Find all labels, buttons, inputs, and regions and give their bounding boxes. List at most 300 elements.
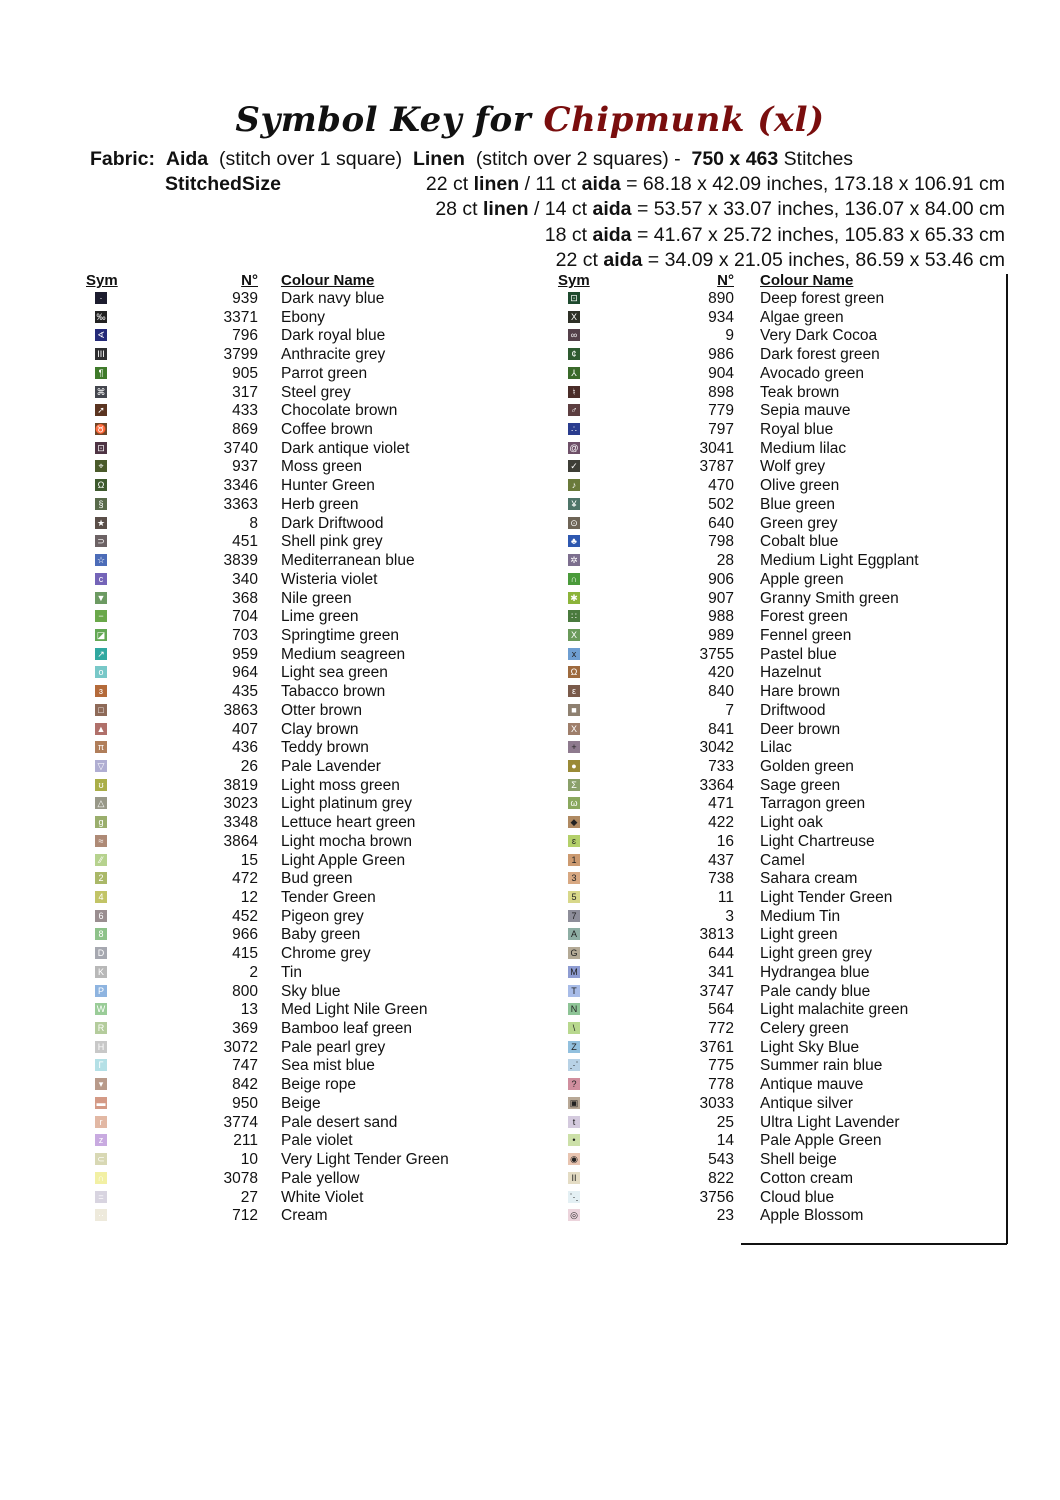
table-row xyxy=(86,384,506,403)
table-row xyxy=(86,309,506,328)
symbol-swatch-icon: ♉ xyxy=(95,424,107,435)
symbol-swatch-icon: 6 xyxy=(95,910,107,922)
table-row xyxy=(86,571,506,590)
symbol-swatch-icon: ✓ xyxy=(568,460,580,472)
symbol-swatch-icon: ✱ xyxy=(568,592,580,604)
colour-name: Deep forest green xyxy=(760,290,885,307)
symbol-swatch-icon: △ xyxy=(95,797,107,809)
symbol-swatch-icon: • xyxy=(568,1134,580,1146)
symbol-swatch-icon: Z xyxy=(568,1041,580,1053)
dmc-number: 3819 xyxy=(223,776,258,794)
stitched-size-line xyxy=(545,223,1005,247)
colour-name: Sea mist blue xyxy=(281,1057,375,1075)
colour-name: Parrot green xyxy=(281,364,368,382)
dmc-number: 988 xyxy=(708,608,734,626)
colour-name: Light Chartreuse xyxy=(760,832,875,850)
table-row xyxy=(558,421,1008,440)
colour-name: Light moss green xyxy=(281,776,400,794)
colour-name: Olive green xyxy=(760,477,840,495)
symbol-swatch-icon: □ xyxy=(95,704,107,716)
dmc-number: 7 xyxy=(725,701,734,719)
table-row xyxy=(86,777,506,796)
colour-name: Light mocha brown xyxy=(281,832,412,850)
dimensions: = 34.09 x 21.05 inches, 86.59 x 53.46 cm xyxy=(647,249,1005,271)
dmc-number: 907 xyxy=(708,589,734,607)
colour-name: Hydrangea blue xyxy=(760,963,870,981)
symbol-swatch-icon: ▬ xyxy=(96,1097,106,1108)
symbol-swatch-icon: ⌘ xyxy=(96,386,106,397)
table-border-right xyxy=(1006,274,1008,1244)
colour-name: Driftwood xyxy=(760,701,826,719)
table-row xyxy=(558,964,1008,983)
dmc-number: 368 xyxy=(232,589,258,607)
symbol-swatch-icon: ♪ xyxy=(568,479,580,491)
colour-name: Summer rain blue xyxy=(760,1057,883,1075)
stitched-size-line xyxy=(556,248,1005,272)
symbol-swatch-icon: ♣ xyxy=(568,535,580,547)
dmc-number: 779 xyxy=(708,402,734,420)
dmc-number: 407 xyxy=(232,720,258,738)
dmc-number: 3761 xyxy=(699,1038,734,1056)
colour-name: Ultra Light Lavender xyxy=(760,1113,900,1131)
table-row xyxy=(86,721,506,740)
dmc-number: 964 xyxy=(232,664,258,682)
dmc-number: 28 xyxy=(716,552,734,570)
dmc-number: 437 xyxy=(708,851,734,869)
fabric-type: aida xyxy=(592,224,632,246)
dmc-number: 890 xyxy=(708,290,734,307)
dmc-number: 470 xyxy=(708,477,734,495)
table-row xyxy=(86,739,506,758)
table-row xyxy=(558,1057,1008,1076)
colour-name: Sahara cream xyxy=(760,870,858,888)
symbol-swatch-icon: ◆ xyxy=(568,816,580,828)
symbol-swatch-icon: ⅄ xyxy=(568,367,580,379)
symbol-swatch-icon: − xyxy=(95,610,107,622)
colour-name: Light Apple Green xyxy=(281,851,406,869)
dmc-number: 8 xyxy=(249,514,258,532)
table-row xyxy=(86,945,506,964)
dmc-number: 966 xyxy=(232,926,258,944)
dmc-number: 712 xyxy=(232,1207,258,1225)
table-row xyxy=(558,1076,1008,1095)
fabric-type: aida xyxy=(581,173,621,195)
colour-name: Steel grey xyxy=(281,383,351,401)
symbol-swatch-icon: g xyxy=(95,816,107,828)
colour-name: Lilac xyxy=(760,739,792,757)
symbol-swatch-icon: ⌖ xyxy=(95,460,107,472)
dmc-number: 3023 xyxy=(223,795,258,813)
colour-name: Chrome grey xyxy=(281,945,371,963)
dmc-number: 989 xyxy=(708,626,734,644)
dmc-number: 704 xyxy=(232,608,258,626)
colour-name: Green grey xyxy=(760,514,838,532)
table-row xyxy=(558,1020,1008,1039)
table-row xyxy=(558,795,1008,814)
symbol-swatch-icon: § xyxy=(95,498,107,510)
colour-name: Light Tender Green xyxy=(760,889,893,906)
dmc-number: 747 xyxy=(232,1057,258,1075)
symbol-swatch-icon: H xyxy=(95,1041,107,1053)
table-row xyxy=(558,758,1008,777)
dmc-number: 950 xyxy=(232,1094,258,1112)
fabric-aida: Aida xyxy=(165,148,209,170)
colour-name: Light green xyxy=(760,926,838,944)
dmc-number: 3863 xyxy=(223,701,258,719)
colour-name: Light platinum grey xyxy=(281,795,412,813)
table-row xyxy=(86,983,506,1002)
table-row xyxy=(558,533,1008,552)
symbol-swatch-icon: ⊂ xyxy=(95,1153,107,1165)
table-row xyxy=(558,1001,1008,1020)
colour-name: Chocolate brown xyxy=(281,402,398,420)
symbol-swatch-icon: 2 xyxy=(95,872,107,884)
table-row xyxy=(558,777,1008,796)
dmc-number: 3 xyxy=(725,907,734,925)
symbol-swatch-icon: ➚ xyxy=(95,404,107,416)
table-row xyxy=(558,440,1008,459)
table-border-bottom xyxy=(741,1243,1007,1245)
table-row xyxy=(558,365,1008,384)
dmc-number: 369 xyxy=(232,1020,258,1038)
colour-name: Dark royal blue xyxy=(281,327,386,345)
symbol-swatch-icon: c xyxy=(95,573,107,585)
dmc-number: 12 xyxy=(240,889,258,906)
dmc-number: 778 xyxy=(708,1076,734,1094)
symbol-swatch-icon: A xyxy=(568,928,580,940)
dmc-number: 340 xyxy=(232,570,258,588)
colour-name: Springtime green xyxy=(281,626,400,644)
dmc-number: 436 xyxy=(232,739,258,757)
colour-name: Very Dark Cocoa xyxy=(760,327,878,345)
symbol-swatch-icon: N xyxy=(568,1003,580,1015)
symbol-swatch-icon: ∷ xyxy=(568,610,580,622)
table-row xyxy=(558,1207,1008,1226)
colour-name: Pale desert sand xyxy=(281,1113,398,1131)
symbol-swatch-icon: ∴ xyxy=(568,423,580,435)
colour-name: Medium seagreen xyxy=(281,645,406,663)
symbol-swatch-icon: ▲ xyxy=(96,723,106,734)
colour-name: Nile green xyxy=(281,589,352,607)
symbol-swatch-icon: W xyxy=(96,1004,106,1015)
dmc-number: 415 xyxy=(232,945,258,963)
table-row xyxy=(86,683,506,702)
table-row xyxy=(86,758,506,777)
table-row xyxy=(86,1207,506,1226)
dimensions: = 41.67 x 25.72 inches, 105.83 x 65.33 cm xyxy=(631,224,1005,246)
table-row xyxy=(558,870,1008,889)
table-row xyxy=(86,1057,506,1076)
table-row xyxy=(86,870,506,889)
colour-name: Cotton cream xyxy=(760,1169,854,1187)
symbol-swatch-icon: X xyxy=(568,629,580,641)
colour-name: Pigeon grey xyxy=(281,907,364,925)
table-row xyxy=(86,552,506,571)
symbol-swatch-icon: ★ xyxy=(96,517,106,528)
symbol-swatch-icon: ☆ xyxy=(96,555,106,566)
table-row xyxy=(86,290,506,309)
colour-name: Bamboo leaf green xyxy=(281,1020,412,1038)
table-header xyxy=(86,272,506,290)
symbol-swatch-icon: ε xyxy=(568,685,580,697)
table-row xyxy=(558,1114,1008,1133)
table-row xyxy=(86,1114,506,1133)
table-row xyxy=(558,1095,1008,1114)
colour-name: Dark forest green xyxy=(760,346,880,364)
table-row xyxy=(86,702,506,721)
symbol-swatch-icon: ⊡ xyxy=(95,442,107,454)
colour-name: Wolf grey xyxy=(760,458,826,476)
dmc-number: 3839 xyxy=(223,552,258,570)
table-row xyxy=(558,552,1008,571)
table-row xyxy=(558,477,1008,496)
fabric-type: linen xyxy=(483,198,529,220)
symbol-swatch-icon: ¢ xyxy=(568,348,580,360)
table-row xyxy=(558,945,1008,964)
table-row xyxy=(558,739,1008,758)
table-row xyxy=(558,683,1008,702)
colour-name: Bud green xyxy=(281,870,353,888)
title-prefix: Symbol Key for xyxy=(235,100,532,140)
colour-name: Coffee brown xyxy=(281,421,373,439)
header-sym: Sym xyxy=(86,272,118,289)
symbol-swatch-icon: P xyxy=(95,985,107,997)
symbol-swatch-icon: x xyxy=(568,648,580,660)
symbol-swatch-icon: 5 xyxy=(568,891,580,903)
colour-name: Dark Driftwood xyxy=(281,514,384,532)
colour-name: Very Light Tender Green xyxy=(281,1151,449,1169)
colour-name: Otter brown xyxy=(281,701,362,719)
table-row xyxy=(558,983,1008,1002)
symbol-swatch-icon: ▣ xyxy=(569,1097,579,1108)
table-row xyxy=(86,327,506,346)
colour-name: Light Sky Blue xyxy=(760,1038,860,1056)
dmc-number: 543 xyxy=(708,1151,734,1169)
count: 18 ct xyxy=(544,224,588,246)
colour-name: Hunter Green xyxy=(281,477,375,495)
colour-name: Teddy brown xyxy=(281,739,369,757)
symbol-swatch-icon: ♮ xyxy=(568,386,580,398)
table-row xyxy=(558,590,1008,609)
table-row xyxy=(558,1189,1008,1208)
symbol-swatch-icon: G xyxy=(568,947,580,959)
dmc-number: 502 xyxy=(708,495,734,513)
colour-name: Dark antique violet xyxy=(281,439,410,457)
table-row xyxy=(558,814,1008,833)
symbol-swatch-icon: + xyxy=(568,741,580,753)
symbol-swatch-icon: ¶ xyxy=(95,367,107,379)
dmc-number: 2 xyxy=(249,963,258,981)
colour-name: Lettuce heart green xyxy=(281,814,416,832)
dmc-number: 800 xyxy=(232,982,258,1000)
dmc-number: 772 xyxy=(708,1020,734,1038)
table-row xyxy=(86,926,506,945)
colour-name: Light oak xyxy=(760,814,823,832)
table-row xyxy=(558,926,1008,945)
symbol-swatch-icon: @ xyxy=(569,442,579,453)
symbol-swatch-icon: ■ xyxy=(568,704,580,716)
colour-name: Sky blue xyxy=(281,982,341,1000)
colour-name: Deer brown xyxy=(760,720,841,738)
symbol-swatch-icon: Ω xyxy=(95,479,107,491)
dmc-number: 738 xyxy=(708,870,734,888)
colour-name: Moss green xyxy=(281,458,362,476)
colour-name: Camel xyxy=(760,851,805,869)
table-row xyxy=(86,833,506,852)
stitched-size-line xyxy=(426,172,1005,196)
table-row xyxy=(86,1039,506,1058)
dmc-number: 959 xyxy=(232,645,258,663)
dmc-number: 733 xyxy=(708,757,734,775)
table-header xyxy=(558,272,1008,290)
dmc-number: 564 xyxy=(708,1001,734,1019)
symbol-table-left xyxy=(86,272,506,1226)
symbol-swatch-icon: R xyxy=(95,1022,107,1034)
table-row xyxy=(558,1132,1008,1151)
dmc-number: 640 xyxy=(708,514,734,532)
dmc-number: 420 xyxy=(708,664,734,682)
table-row xyxy=(558,646,1008,665)
dmc-number: 471 xyxy=(708,795,734,813)
symbol-swatch-icon: 4 xyxy=(95,891,107,903)
symbol-table-right xyxy=(558,272,1008,1226)
table-row xyxy=(86,440,506,459)
colour-name: Baby green xyxy=(281,926,361,944)
colour-name: Light sea green xyxy=(281,664,388,682)
symbol-swatch-icon: ʊ xyxy=(95,779,107,791)
colour-name: Granny Smith green xyxy=(760,589,899,607)
dmc-number: 939 xyxy=(232,290,258,307)
header-number: N° xyxy=(717,272,734,289)
table-row xyxy=(86,608,506,627)
colour-name: Ebony xyxy=(281,308,325,326)
colour-name: Teak brown xyxy=(760,383,840,401)
symbol-swatch-icon: III xyxy=(95,348,107,360)
table-row xyxy=(558,908,1008,927)
colour-name: Shell pink grey xyxy=(281,533,383,551)
symbol-swatch-icon: ⊡ xyxy=(568,292,580,304)
symbol-swatch-icon: r xyxy=(95,1116,107,1128)
dmc-number: 15 xyxy=(240,851,258,869)
dmc-number: 3348 xyxy=(223,814,258,832)
symbol-swatch-icon: ? xyxy=(568,1078,580,1090)
table-row xyxy=(86,346,506,365)
symbol-swatch-icon: D xyxy=(95,947,107,959)
dmc-number: 644 xyxy=(708,945,734,963)
symbol-swatch-icon: 7 xyxy=(568,910,580,922)
table-row xyxy=(86,964,506,983)
symbol-swatch-icon: ● xyxy=(568,760,580,772)
colour-name: Pale Lavender xyxy=(281,757,381,775)
dmc-number: 433 xyxy=(232,402,258,420)
symbol-swatch-icon: ◪ xyxy=(96,629,106,640)
table-row xyxy=(558,833,1008,852)
symbol-swatch-icon: ≈ xyxy=(95,835,107,847)
dmc-number: 9 xyxy=(725,327,734,345)
symbol-swatch-icon: = xyxy=(95,1191,107,1203)
table-row xyxy=(558,702,1008,721)
table-row xyxy=(558,384,1008,403)
symbol-swatch-icon: ⁄⁄ xyxy=(95,854,107,866)
dmc-number: 934 xyxy=(708,308,734,326)
symbol-swatch-icon: ▾ xyxy=(95,1078,107,1090)
count: 22 ct xyxy=(555,249,598,271)
table-row xyxy=(558,346,1008,365)
colour-name: Pale yellow xyxy=(281,1169,360,1187)
table-row xyxy=(558,1170,1008,1189)
dmc-number: 840 xyxy=(708,683,734,701)
table-row xyxy=(558,402,1008,421)
dmc-number: 3033 xyxy=(699,1094,734,1112)
dmc-number: 898 xyxy=(708,383,734,401)
dmc-number: 986 xyxy=(708,346,734,364)
dmc-number: 3072 xyxy=(223,1038,258,1056)
colour-name: Cream xyxy=(281,1207,328,1225)
header-colour-name: Colour Name xyxy=(760,272,854,289)
symbol-swatch-icon: 3 xyxy=(568,872,580,884)
symbol-swatch-icon: z xyxy=(95,1134,107,1146)
table-row xyxy=(86,1095,506,1114)
symbol-swatch-icon: Ω xyxy=(568,666,580,678)
table-row xyxy=(86,1001,506,1020)
colour-name: Herb green xyxy=(281,495,359,513)
symbol-swatch-icon: ⊙ xyxy=(568,517,580,529)
dmc-number: 3041 xyxy=(699,439,734,457)
colour-name: Royal blue xyxy=(760,421,834,439)
table-row xyxy=(558,664,1008,683)
page-title xyxy=(0,100,1060,140)
dmc-number: 775 xyxy=(708,1057,734,1075)
dmc-number: 3042 xyxy=(699,739,734,757)
table-row xyxy=(86,1132,506,1151)
colour-name: Apple Blossom xyxy=(760,1207,864,1225)
dmc-number: 841 xyxy=(708,720,734,738)
table-row xyxy=(558,1039,1008,1058)
symbol-swatch-icon: ∞ xyxy=(568,329,580,341)
table-row xyxy=(558,327,1008,346)
colour-name: Hare brown xyxy=(760,683,841,701)
dmc-number: 3813 xyxy=(699,926,734,944)
dmc-number: 341 xyxy=(708,963,734,981)
colour-name: Sepia mauve xyxy=(760,402,851,420)
fabric-type: aida xyxy=(592,198,632,220)
dmc-number: 3346 xyxy=(223,477,258,495)
table-row xyxy=(558,571,1008,590)
table-row xyxy=(558,1151,1008,1170)
table-row xyxy=(86,421,506,440)
colour-name: Cobalt blue xyxy=(760,533,839,551)
colour-name: Mediterranean blue xyxy=(281,552,415,570)
colour-name: Antique silver xyxy=(760,1094,854,1112)
symbol-swatch-icon: ɜ xyxy=(95,685,107,697)
table-row xyxy=(86,402,506,421)
dimensions: = 53.57 x 33.07 inches, 136.07 x 84.00 cm xyxy=(636,198,1005,220)
colour-name: Medium lilac xyxy=(760,439,847,457)
colour-name: Pastel blue xyxy=(760,645,837,663)
table-row xyxy=(86,1189,506,1208)
table-row xyxy=(86,646,506,665)
colour-name: Light green grey xyxy=(760,945,873,963)
table-row xyxy=(86,590,506,609)
colour-name: Shell beige xyxy=(760,1151,837,1169)
colour-name: Tin xyxy=(281,963,302,981)
colour-name: Cloud blue xyxy=(760,1188,835,1206)
table-row xyxy=(86,889,506,908)
dmc-number: 937 xyxy=(232,458,258,476)
table-row xyxy=(558,608,1008,627)
dmc-number: 842 xyxy=(232,1076,258,1094)
colour-name: Pale Apple Green xyxy=(760,1132,882,1150)
